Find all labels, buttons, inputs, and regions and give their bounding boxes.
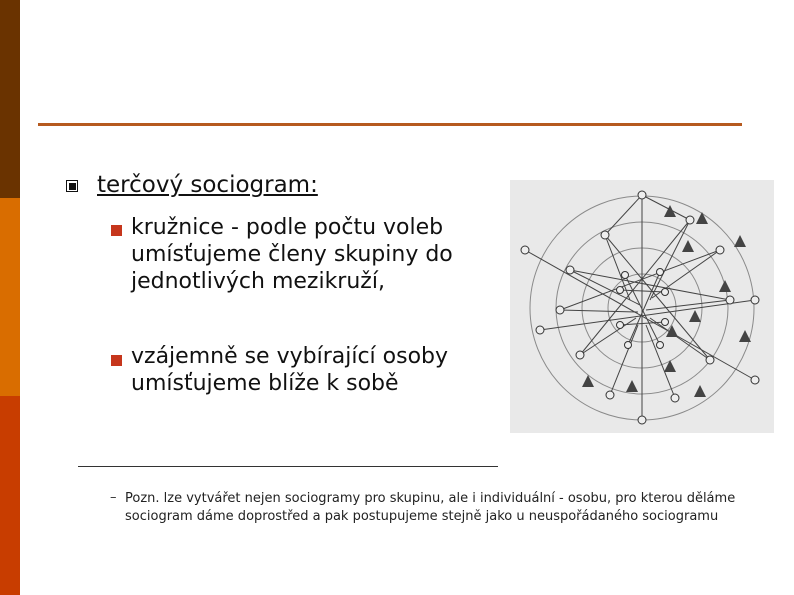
checkbox-bullet-icon [66,180,78,192]
side-bar-bottom [0,396,20,595]
footnote-rule [78,466,498,467]
sub-bullet-2: vzájemně se vybírající osoby umísťujeme blíže k sobě [131,344,449,396]
side-bar-top [0,0,20,198]
main-bullet-text: terčový sociogram: [97,172,318,198]
footnote-dash: – [110,490,117,505]
footnote-text: Pozn. lze vytvářet nejen sociogramy pro skupinu, ale i individuální - osobu, pro kterou děláme sociogram dáme doprostřed a pak postupujeme stejně jako u neuspořádaného sociogramu [125,491,736,524]
sub-bullet-square-icon [111,225,122,236]
sociogram-figure [510,180,774,433]
side-bar-middle [0,198,20,396]
sociogram-drawing [510,180,774,433]
sub-bullet-1: kružnice - podle počtu voleb umísťujeme členy skupiny do jednotlivých mezikruží, [131,215,453,294]
sub-bullet-square-icon [111,355,122,366]
title-rule [38,123,742,126]
